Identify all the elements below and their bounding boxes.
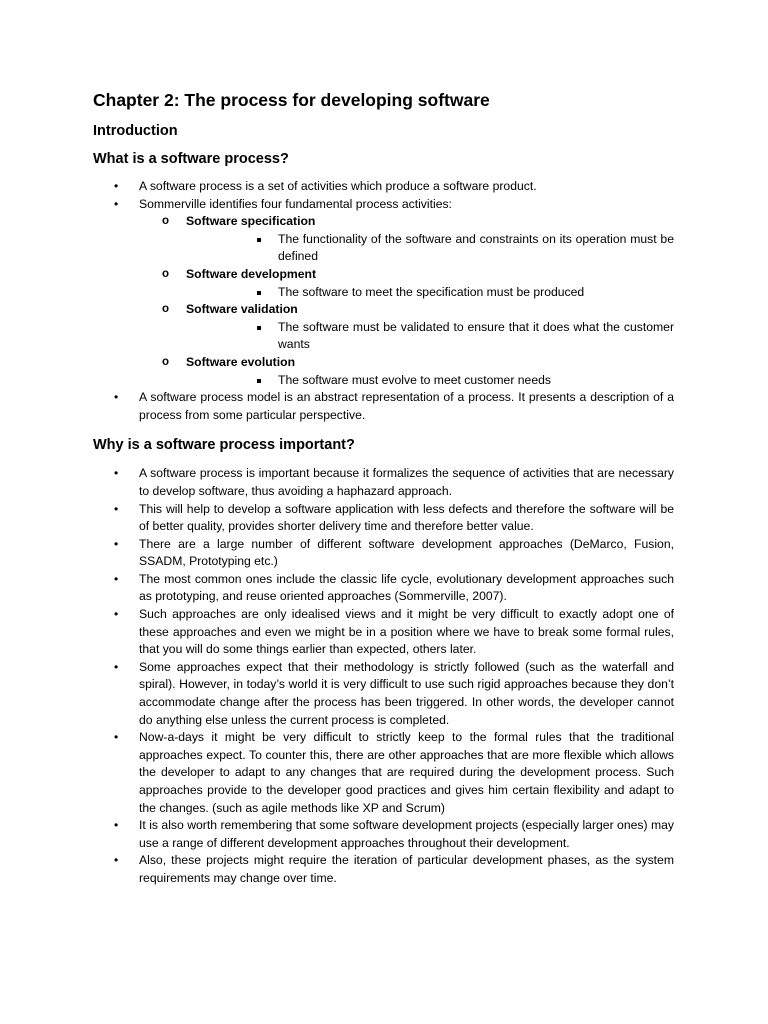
activity-name: Software development (186, 266, 317, 281)
list-item-text: It is also worth remembering that some software development projects (especially larger ones) may use a range of different development approaches throughout their development. (139, 818, 674, 850)
list-item-text: Also, these projects might require the iteration of particular development phases, as the system requirements may change over time. (139, 853, 674, 885)
list-item (93, 606, 674, 659)
activity-item (93, 301, 674, 354)
bullet-marker: • (114, 466, 119, 481)
list-item-text: A software process model is an abstract representation of a process. It presents a description of a process from some particular perspective. (139, 390, 674, 422)
bullet-marker: • (114, 607, 119, 622)
chapter-title: Chapter 2: The process for developing software (93, 90, 490, 110)
list-item (93, 178, 674, 196)
activity-detail-list (139, 372, 674, 390)
activity-detail (139, 372, 674, 390)
list-item (93, 571, 674, 606)
activity-detail (139, 319, 674, 354)
activity-name: Software evolution (186, 354, 296, 369)
activity-detail (139, 284, 674, 302)
list-item-text: There are a large number of different software development approaches (DeMarco, Fusion, SSADM, Prototyping etc.) (139, 536, 674, 569)
bullet-marker: • (114, 179, 119, 193)
activity-detail-text: The functionality of the software and constraints on its operation must be defined (278, 231, 674, 264)
list-item (93, 817, 674, 852)
activity-name: Software specification (186, 214, 316, 229)
activity-detail-list (139, 319, 674, 354)
introduction-heading: Introduction (93, 123, 178, 139)
activity-detail-text: The software to meet the specification must be produced (278, 284, 585, 299)
square-bullet-icon (257, 291, 261, 295)
sub-marker: o (162, 215, 170, 228)
list-item-text: Some approaches expect that their methodology is strictly followed (such as the waterfall and spiral). However, in today’s world it is very difficult to use such rigid approaches because they don’t accommodate change after the process has been triggered. In other words, the developer cannot do anything else unless the current process is completed. (139, 659, 674, 727)
list-item (93, 196, 674, 390)
activity-item (93, 354, 674, 389)
section-heading-why-important: Why is a software process important? (93, 437, 355, 454)
bullet-marker: • (114, 730, 119, 745)
bullet-marker: • (114, 659, 119, 674)
sub-marker: o (162, 267, 170, 280)
list-item (93, 389, 674, 424)
bullet-marker: • (114, 818, 119, 833)
activity-name: Software validation (186, 302, 298, 317)
list-item-text: Now-a-days it might be very difficult to strictly keep to the formal rules that the traditional approaches expect. To counter this, there are other approaches that are more flexible which allows the developer to adapt to any changes that are required during the development process. Such approaches provide to the developer good practices and gives him certain flexibility and adapt to the changes. (such as agile methods like XP and Scrum) (139, 730, 674, 815)
activity-detail (139, 231, 674, 266)
document-page (93, 88, 674, 888)
square-bullet-icon (257, 326, 261, 330)
sub-marker: o (162, 303, 170, 316)
activities-list (139, 213, 674, 389)
list-item-text: The most common ones include the classic life cycle, evolutionary development approaches such as prototyping, and reuse oriented approaches (Sommerville, 2007). (139, 571, 674, 604)
activity-detail-list (139, 284, 674, 302)
bullet-marker: • (114, 571, 119, 586)
bullet-marker: • (114, 196, 119, 211)
sub-marker: o (162, 355, 170, 368)
list-item-text: A software process is important because it formalizes the sequence of activities that are necessary to develop software, thus avoiding a haphazard approach. (139, 466, 674, 498)
list-item (93, 729, 674, 817)
list-item (93, 501, 674, 536)
square-bullet-icon (257, 238, 261, 242)
activity-detail-text: The software must be validated to ensure that it does what the customer wants (278, 319, 674, 352)
list-item-text: Such approaches are only idealised views and it might be very difficult to exactly adopt one of these approaches and even we might be in a position where we have to break some formal rules, that you will do some things earlier than expected, others later. (139, 607, 674, 657)
list-item-text: A software process is a set of activities which produce a software product. (139, 179, 537, 193)
list-item (93, 852, 674, 887)
list-item (93, 465, 674, 500)
bullet-list-what-is (93, 178, 674, 424)
list-item (93, 659, 674, 729)
square-bullet-icon (257, 379, 261, 383)
activity-item (93, 213, 674, 266)
activity-detail-text: The software must evolve to meet customer needs (278, 372, 551, 387)
activity-detail-list (139, 231, 674, 266)
list-item-text: Sommerville identifies four fundamental process activities: (139, 196, 452, 211)
bullet-marker: • (114, 536, 119, 551)
bullet-marker: • (114, 501, 119, 516)
bullet-list-why-important (93, 465, 674, 887)
list-item-text: This will help to develop a software application with less defects and therefore the software will be of better quality, provides shorter delivery time and therefore better value. (139, 501, 674, 534)
list-item (93, 536, 674, 571)
bullet-marker: • (114, 390, 119, 405)
section-heading-what-is: What is a software process? (93, 151, 289, 167)
activity-item (93, 266, 674, 301)
bullet-marker: • (114, 853, 119, 868)
